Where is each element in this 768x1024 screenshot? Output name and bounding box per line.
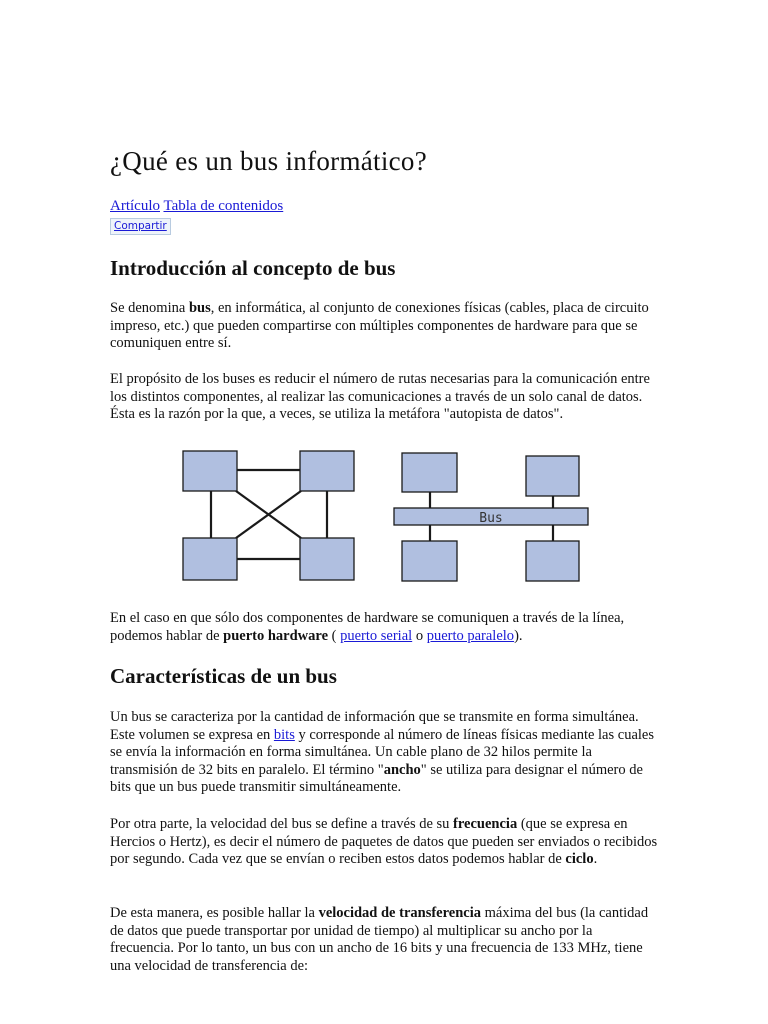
term-hardware-port: puerto hardware xyxy=(223,627,329,644)
paragraph-bus-width: Un bus se caracteriza por la cantidad de información que se transmite en forma simultánea. Este volumen se expresa en bits y corresponde al número de líneas físicas mediante las cuales se envía la información en forma simultánea. Un cable plano de 32 hilos permite la transmisión de 32 bits en paralelo. El término "ancho" se utiliza para designar el número de bits que un bus puede transmitir simultáneamente. xyxy=(110,709,654,796)
article-nav xyxy=(110,198,283,215)
page-title: ¿Qué es un bus informático? xyxy=(110,146,428,176)
paragraph-transfer-speed: De esta manera, es posible hallar la velocidad de transferencia máxima del bus (la cantidad de datos que puede transportar por unidad de tiempo) al multiplicar su ancho por la frecuencia. Por lo tanto, un bus con un ancho de 16 bits y una frecuencia de 133 MHz, tiene una velocidad de transferencia de: xyxy=(110,905,649,974)
term-cycle: ciclo xyxy=(565,851,594,868)
section-heading-characteristics: Características de un bus xyxy=(110,664,337,688)
section-heading-intro: Introducción al concepto de bus xyxy=(110,256,396,280)
serial-port-link[interactable]: puerto serial xyxy=(340,627,413,644)
share-button[interactable]: Compartir xyxy=(110,218,171,235)
paragraph-bus-purpose: El propósito de los buses es reducir el número de rutas necesarias para la comunicación entre los distintos componentes, al realizar las comunicaciones a través de un solo canal de datos. Ésta es la razón por la que, a veces, se utiliza la metáfora "autopista de datos". xyxy=(110,371,650,423)
paragraph-hardware-port: En el caso en que sólo dos componentes de hardware se comuniquen a través de la línea, podemos hablar de puerto hardware ( puerto serial o puerto paralelo). xyxy=(110,610,625,644)
component-box xyxy=(300,451,354,491)
point-to-point-diagram xyxy=(183,451,354,580)
toc-link[interactable]: Tabla de contenidos xyxy=(163,198,284,214)
component-box xyxy=(526,541,579,581)
paragraph-bus-definition: Se denomina bus, en informática, al conjunto de conexiones físicas (cables, placa de circuito impreso, etc.) que pueden compartirse con múltiples componentes de hardware para que se comuniquen entre sí. xyxy=(110,300,649,352)
paragraph-bus-frequency: Por otra parte, la velocidad del bus se define a través de su frecuencia (que se expresa en Hercios o Hertz), es decir el número de paquetes de datos que pueden ser enviados o recibidos por segundo. Cada vez que se envían o reciben estos datos podemos hablar de ciclo. xyxy=(110,816,658,868)
component-box xyxy=(402,453,457,492)
term-frequency: frecuencia xyxy=(453,816,518,832)
parallel-port-link[interactable]: puerto paralelo xyxy=(426,627,515,644)
component-box xyxy=(526,456,579,496)
component-box xyxy=(402,541,457,581)
bus-topology-diagram xyxy=(178,446,598,586)
shared-bus-diagram xyxy=(394,453,588,581)
article-link[interactable]: Artículo xyxy=(110,198,160,214)
component-box xyxy=(300,538,354,580)
component-box xyxy=(183,451,237,491)
component-box xyxy=(183,538,237,580)
term-transfer-speed: velocidad de transferencia xyxy=(318,905,481,921)
term-bus: bus xyxy=(188,300,211,316)
term-width: ancho xyxy=(383,761,421,778)
bus-label: Bus xyxy=(479,511,503,526)
bits-link[interactable]: bits xyxy=(273,726,295,743)
